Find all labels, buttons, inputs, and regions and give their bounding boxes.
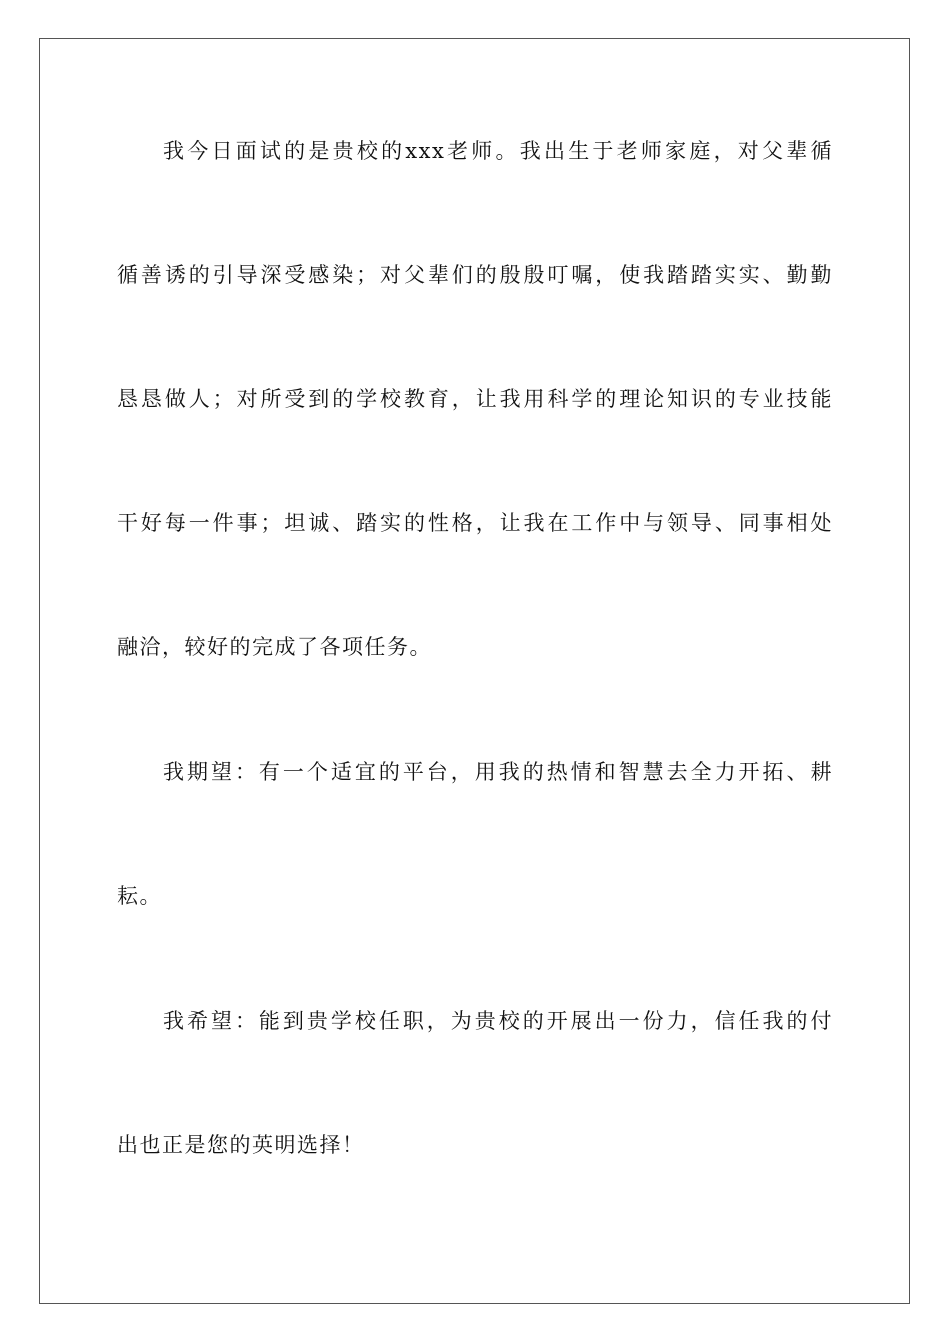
- paragraph-1-line-5: 融洽，较好的完成了各项任务。: [117, 635, 432, 659]
- paragraph-3-line-1: 我希望：能到贵学校任职，为贵校的开展出一份力，信任我的付: [163, 1009, 833, 1033]
- paragraph-2-line-1: 我期望：有一个适宜的平台，用我的热情和智慧去全力开拓、耕: [163, 760, 833, 784]
- paragraph-2-line-2: 耘。: [117, 884, 162, 908]
- paragraph-1-line-3: 恳恳做人；对所受到的学校教育，让我用科学的理论知识的专业技能: [117, 387, 833, 411]
- paragraph-3-line-2: 出也正是您的英明选择！: [117, 1133, 365, 1157]
- paragraph-1-line-1: 我今日面试的是贵校的xxx老师。我出生于老师家庭，对父辈循: [163, 139, 833, 163]
- paragraph-1-line-4: 干好每一件事；坦诚、踏实的性格，让我在工作中与领导、同事相处: [117, 511, 833, 535]
- paragraph-1-line-2: 循善诱的引导深受感染；对父辈们的殷殷叮嘱，使我踏踏实实、勤勤: [117, 263, 833, 287]
- page-border: [39, 38, 910, 1304]
